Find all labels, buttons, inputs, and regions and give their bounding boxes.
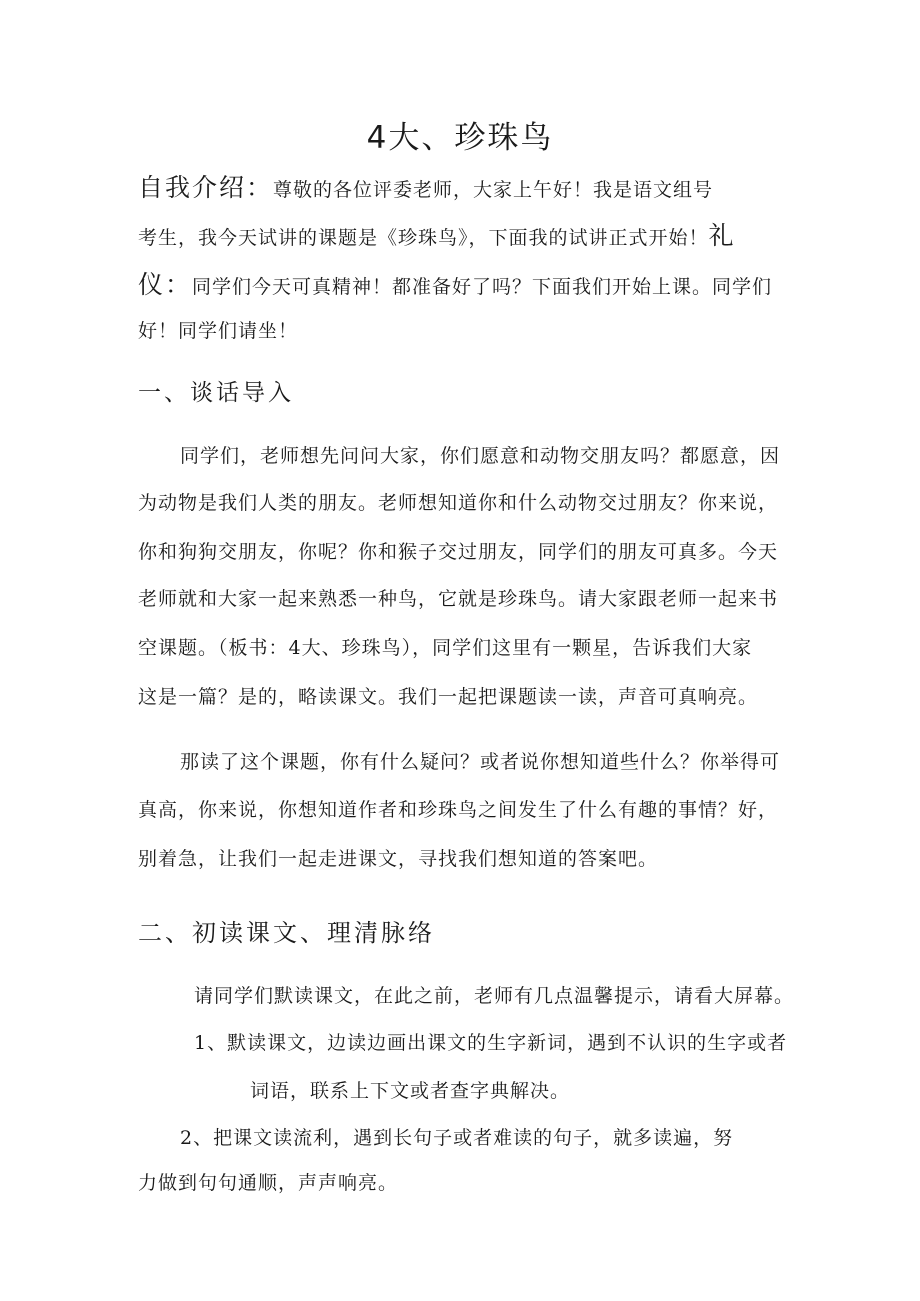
section2-intro: 请同学们默读课文，在此之前，老师有几点温馨提示，请看大屏幕。 bbox=[194, 985, 795, 1007]
intro-line-1 bbox=[138, 168, 713, 204]
intro-line-4: 好！同学们请坐！ bbox=[138, 320, 299, 342]
para2-line: 别着急，让我们一起走进课文，寻找我们想知道的答案吧。 bbox=[138, 848, 659, 870]
etiquette-label-start: 礼 bbox=[708, 221, 736, 250]
intro-line-3 bbox=[138, 265, 772, 301]
para1-line: 你和狗狗交朋友，你呢？你和猴子交过朋友，同学们的朋友可真多。今天 bbox=[138, 541, 779, 563]
page-title: 4大、珍珠鸟 bbox=[366, 120, 554, 156]
para1-line: 老师就和大家一起来熟悉一种鸟，它就是珍珠鸟。请大家跟老师一起来书 bbox=[138, 588, 779, 610]
para1-line: 空课题。（板书：4大、珍珠鸟），同学们这里有一颗星，告诉我们大家 bbox=[138, 637, 753, 659]
para1-line: 为动物是我们人类的朋友。老师想知道你和什么动物交过朋友？你来说， bbox=[138, 492, 779, 514]
section2-heading: 二、初读课文、理清脉络 bbox=[138, 919, 435, 947]
para2-line: 那读了这个课题，你有什么疑问？或者说你想知道些什么？你举得可 bbox=[180, 751, 781, 773]
para2-line: 真高，你来说，你想知道作者和珍珠鸟之间发生了什么有趣的事情？好， bbox=[138, 799, 779, 821]
tip-2-line-2: 力做到句句通顺，声声响亮。 bbox=[138, 1172, 399, 1194]
section1-heading: 一、谈话导入 bbox=[138, 380, 294, 406]
para1-line: 这是一篇？是的，略读课文。我们一起把课题读一读，声音可真响亮。 bbox=[138, 686, 759, 708]
para1-line: 同学们，老师想先问问大家，你们愿意和动物交朋友吗？都愿意，因 bbox=[180, 445, 781, 467]
intro-text-3: 同学们今天可真精神！都准备好了吗？下面我们开始上课。同学们 bbox=[192, 276, 773, 298]
etiquette-label-end: 仪： bbox=[138, 270, 193, 299]
tip-1-line-1: 1、默读课文，边读边画出课文的生字新词，遇到不认识的生字或者 bbox=[194, 1032, 788, 1054]
tip-1-line-2: 词语，联系上下文或者查字典解决。 bbox=[250, 1080, 571, 1102]
tip-2-line-1: 2、把课文读流利，遇到长句子或者难读的句子，就多读遍，努 bbox=[180, 1127, 734, 1149]
intro-text-2: 考生，我今天试讲的课题是《珍珠鸟》，下面我的试讲正式开始！ bbox=[138, 227, 709, 249]
intro-label: 自我介绍： bbox=[138, 173, 274, 202]
intro-line-2 bbox=[138, 216, 736, 252]
intro-text-1: 尊敬的各位评委老师，大家上午好！我是语文组号 bbox=[273, 179, 714, 201]
